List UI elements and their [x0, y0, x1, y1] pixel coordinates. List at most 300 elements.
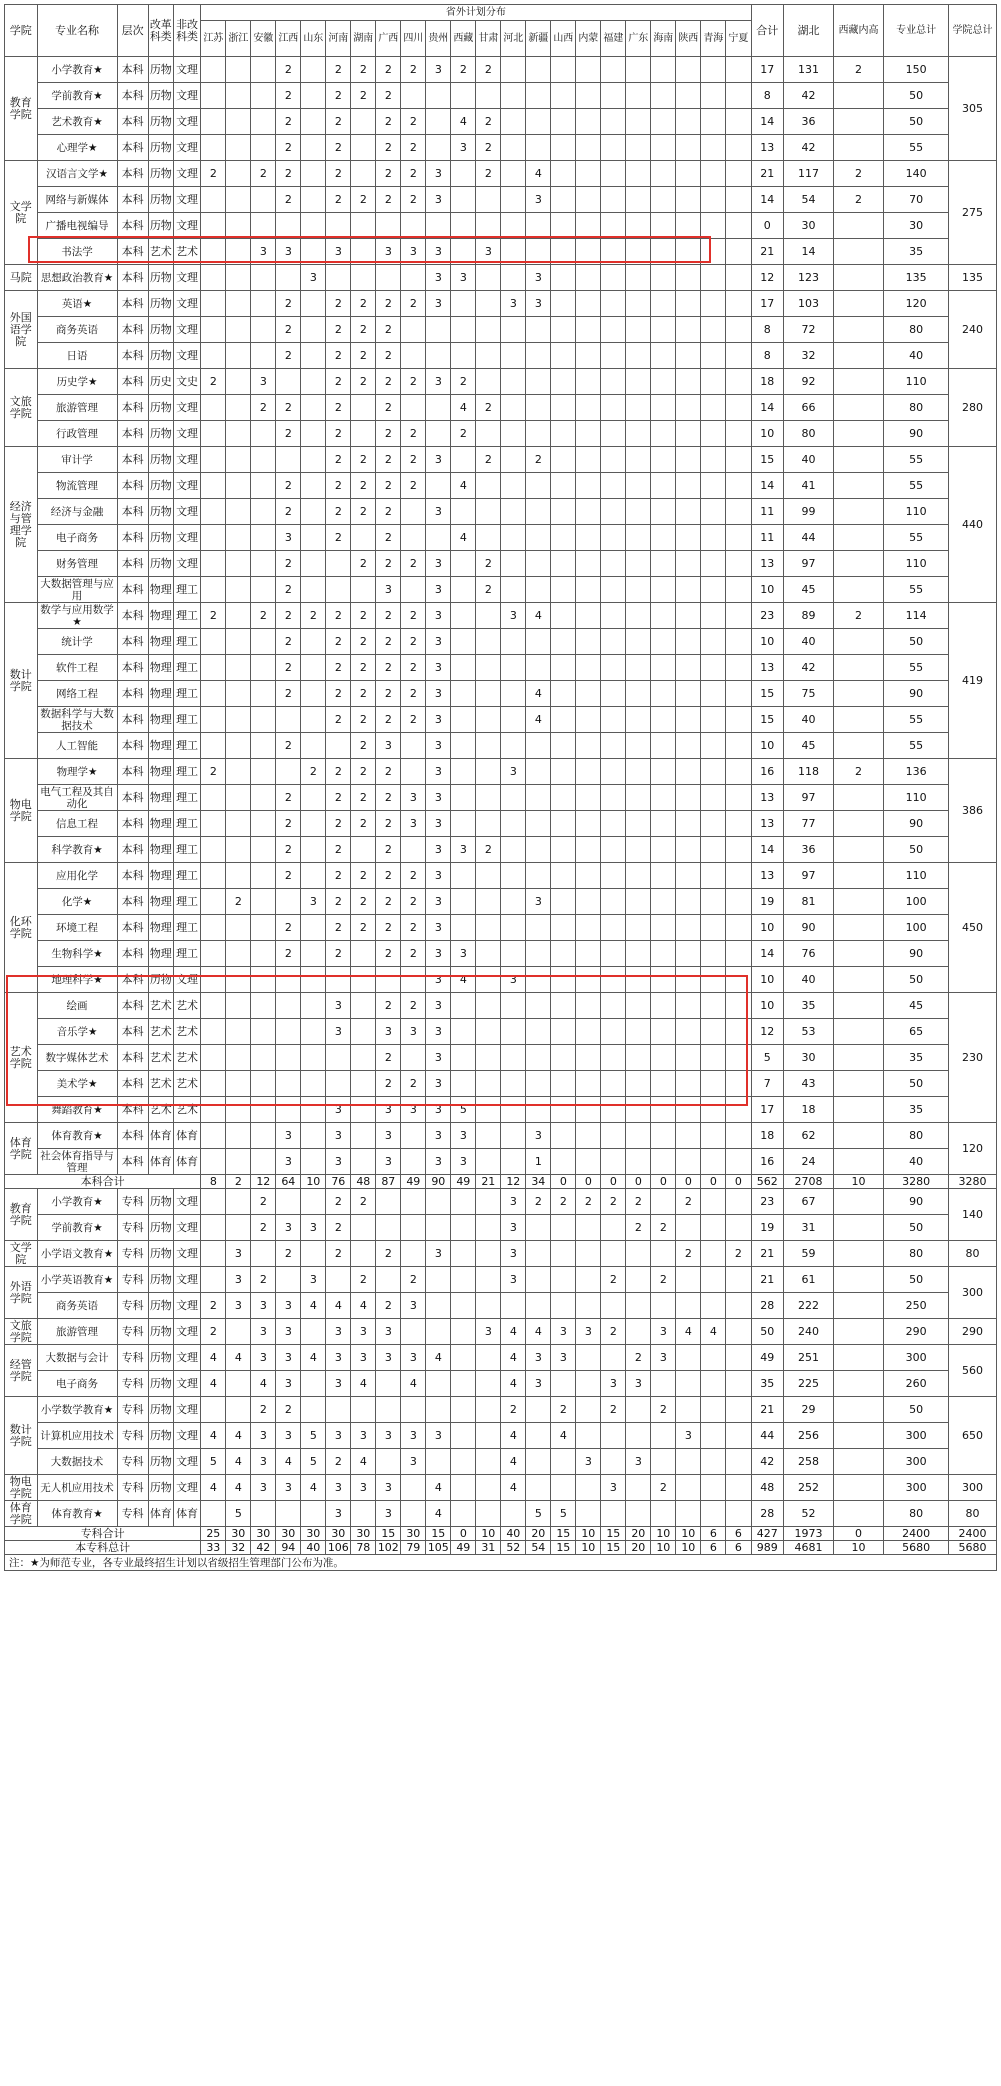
province-count: 20	[626, 1527, 651, 1541]
province-count	[476, 265, 501, 291]
province-count	[201, 993, 226, 1019]
province-count: 15	[601, 1541, 626, 1555]
province-count: 3	[451, 1149, 476, 1175]
province-count	[276, 1019, 301, 1045]
major-total-cell: 100	[884, 889, 949, 915]
province-count: 2	[326, 811, 351, 837]
hubei-cell: 52	[784, 1501, 834, 1527]
province-count: 15	[551, 1527, 576, 1541]
college-total-cell: 3280	[949, 1175, 997, 1189]
col-header-province: 陕西	[676, 21, 701, 57]
reform-cell: 物理	[148, 811, 173, 837]
hubei-cell: 29	[784, 1397, 834, 1423]
province-count	[201, 785, 226, 811]
province-count	[201, 1267, 226, 1293]
province-count	[651, 499, 676, 525]
province-count	[501, 707, 526, 733]
enrollment-plan-sheet	[4, 4, 997, 1571]
province-count	[226, 161, 251, 187]
col-header-tibet-hs: 西藏内高	[834, 5, 884, 57]
province-count: 3	[326, 1371, 351, 1397]
major-total-cell: 40	[884, 343, 949, 369]
province-count	[626, 499, 651, 525]
province-count: 2	[251, 1215, 276, 1241]
nonreform-cell: 文理	[173, 1423, 201, 1449]
province-count	[701, 265, 726, 291]
hubei-cell: 75	[784, 681, 834, 707]
province-count: 4	[426, 1475, 451, 1501]
college-cell: 外语学院	[5, 1267, 38, 1319]
nonreform-cell: 艺术	[173, 1071, 201, 1097]
province-count: 3	[326, 1097, 351, 1123]
province-count	[701, 109, 726, 135]
table-row	[5, 733, 997, 759]
province-count: 2	[526, 1189, 551, 1215]
province-count	[351, 213, 376, 239]
province-count	[501, 655, 526, 681]
province-count	[601, 421, 626, 447]
province-count	[726, 1019, 751, 1045]
province-count	[726, 421, 751, 447]
subtotal-cell: 10	[751, 421, 784, 447]
province-count: 105	[427, 1540, 449, 1554]
province-count	[326, 1267, 351, 1293]
province-count	[401, 1501, 426, 1527]
major-name: 财务管理	[37, 551, 117, 577]
tibet-hs-cell	[834, 239, 884, 265]
province-count	[476, 343, 501, 369]
province-count	[526, 1267, 551, 1293]
province-count	[426, 83, 451, 109]
province-count	[576, 837, 601, 863]
province-count	[276, 1071, 301, 1097]
zhuanke-total-row	[5, 1527, 997, 1541]
province-count	[726, 1215, 751, 1241]
province-count	[701, 603, 726, 629]
province-count: 2	[601, 1397, 626, 1423]
province-count	[501, 499, 526, 525]
province-count	[351, 109, 376, 135]
province-count	[726, 707, 751, 733]
province-count	[351, 1045, 376, 1071]
province-count	[226, 759, 251, 785]
province-count: 2	[726, 1241, 751, 1267]
province-count	[726, 1319, 751, 1345]
province-count	[501, 889, 526, 915]
province-count	[626, 629, 651, 655]
province-count	[551, 785, 576, 811]
province-count	[276, 1189, 301, 1215]
province-count	[701, 1345, 726, 1371]
province-count: 2	[351, 681, 376, 707]
province-count: 2	[376, 889, 401, 915]
subtotal-cell: 13	[751, 863, 784, 889]
hubei-cell: 62	[784, 1123, 834, 1149]
province-count: 3	[326, 1319, 351, 1345]
province-count	[501, 395, 526, 421]
province-count: 0	[601, 1175, 626, 1189]
province-count: 4	[201, 1423, 226, 1449]
province-count	[576, 915, 601, 941]
province-count: 3	[251, 239, 276, 265]
province-count	[651, 395, 676, 421]
province-count	[626, 473, 651, 499]
province-count: 3	[426, 681, 451, 707]
college-total-cell: 135	[949, 265, 997, 291]
hubei-cell: 31	[784, 1215, 834, 1241]
province-count	[451, 785, 476, 811]
province-count	[251, 811, 276, 837]
major-total-cell: 80	[884, 1501, 949, 1527]
subtotal-cell: 23	[751, 1189, 784, 1215]
province-count	[551, 733, 576, 759]
province-count	[476, 1267, 501, 1293]
level-cell: 本科	[117, 889, 148, 915]
province-count: 2	[301, 603, 326, 629]
province-count: 3	[301, 1215, 326, 1241]
province-count	[251, 213, 276, 239]
major-total-cell: 3280	[884, 1175, 949, 1189]
province-count	[726, 551, 751, 577]
province-count: 3	[451, 837, 476, 863]
province-count: 2	[351, 369, 376, 395]
province-count	[226, 109, 251, 135]
province-count	[701, 1123, 726, 1149]
col-header-province: 河南	[326, 21, 351, 57]
level-cell: 本科	[117, 811, 148, 837]
level-cell: 本科	[117, 915, 148, 941]
major-total-cell: 80	[884, 1241, 949, 1267]
subtotal-cell: 8	[751, 317, 784, 343]
province-count	[601, 1423, 626, 1449]
province-count	[201, 395, 226, 421]
province-count	[301, 525, 326, 551]
reform-cell: 历物	[148, 1267, 173, 1293]
tibet-hs-cell: 2	[834, 57, 884, 83]
province-count: 2	[651, 1475, 676, 1501]
reform-cell: 历物	[148, 213, 173, 239]
province-count: 2	[401, 447, 426, 473]
province-count: 2	[401, 993, 426, 1019]
province-count: 2	[376, 811, 401, 837]
province-count	[551, 473, 576, 499]
province-count	[226, 629, 251, 655]
col-header-province: 青海	[701, 21, 726, 57]
province-count	[601, 109, 626, 135]
hubei-cell: 225	[784, 1371, 834, 1397]
province-count	[401, 577, 426, 603]
province-count: 3	[376, 1475, 401, 1501]
province-count	[676, 1371, 701, 1397]
province-count: 2	[276, 109, 301, 135]
level-cell: 专科	[117, 1319, 148, 1345]
province-count	[576, 863, 601, 889]
province-count	[551, 577, 576, 603]
level-cell: 专科	[117, 1189, 148, 1215]
province-count	[401, 1319, 426, 1345]
major-total-cell: 110	[884, 551, 949, 577]
table-row	[5, 239, 997, 265]
province-count	[726, 1071, 751, 1097]
province-count: 2	[326, 863, 351, 889]
province-count	[501, 187, 526, 213]
hubei-cell: 77	[784, 811, 834, 837]
province-count: 10	[651, 1541, 676, 1555]
subtotal-cell: 11	[751, 525, 784, 551]
province-count: 2	[401, 1071, 426, 1097]
college-cell: 马院	[5, 265, 38, 291]
province-count	[376, 213, 401, 239]
level-cell: 本科	[117, 1019, 148, 1045]
province-count	[301, 681, 326, 707]
province-count	[201, 811, 226, 837]
province-count	[701, 1149, 726, 1175]
province-count	[476, 629, 501, 655]
province-count	[726, 57, 751, 83]
table-row	[5, 499, 997, 525]
grand-total-row	[5, 1541, 997, 1555]
province-count: 3	[426, 1241, 451, 1267]
major-total-cell: 90	[884, 811, 949, 837]
table-row	[5, 187, 997, 213]
college-total-cell: 2400	[949, 1527, 997, 1541]
major-name: 大数据与会计	[37, 1345, 117, 1371]
tibet-hs-cell	[834, 213, 884, 239]
subtotal-cell: 14	[751, 187, 784, 213]
province-count: 8	[201, 1175, 226, 1189]
province-count	[451, 811, 476, 837]
province-count: 3	[226, 1293, 251, 1319]
province-count	[726, 889, 751, 915]
nonreform-cell: 理工	[173, 759, 201, 785]
table-row	[5, 109, 997, 135]
major-total-cell: 300	[884, 1475, 949, 1501]
province-count: 21	[476, 1175, 501, 1189]
level-cell: 本科	[117, 863, 148, 889]
province-count	[576, 629, 601, 655]
province-count	[451, 681, 476, 707]
province-count	[526, 499, 551, 525]
province-count	[426, 1293, 451, 1319]
major-total-cell: 35	[884, 1097, 949, 1123]
major-name: 经济与金融	[37, 499, 117, 525]
reform-cell: 历物	[148, 187, 173, 213]
province-count	[651, 447, 676, 473]
province-count: 2	[351, 863, 376, 889]
province-count: 3	[326, 239, 351, 265]
province-count	[551, 187, 576, 213]
subtotal-cell: 10	[751, 629, 784, 655]
province-count	[651, 213, 676, 239]
college-cell: 经济与管理学院	[5, 447, 38, 603]
hubei-cell: 41	[784, 473, 834, 499]
province-count	[201, 135, 226, 161]
province-count	[251, 837, 276, 863]
hubei-cell: 97	[784, 551, 834, 577]
province-count: 0	[626, 1175, 651, 1189]
nonreform-cell: 理工	[173, 707, 201, 733]
province-count	[551, 1215, 576, 1241]
province-count	[301, 863, 326, 889]
hubei-cell: 97	[784, 785, 834, 811]
tibet-hs-cell	[834, 915, 884, 941]
province-count: 3	[626, 1371, 651, 1397]
province-count	[626, 447, 651, 473]
province-count	[201, 577, 226, 603]
reform-cell: 艺术	[148, 239, 173, 265]
province-count	[676, 1071, 701, 1097]
province-count	[576, 655, 601, 681]
hubei-cell: 40	[784, 629, 834, 655]
province-count	[226, 447, 251, 473]
province-count	[226, 421, 251, 447]
province-count: 3	[451, 135, 476, 161]
subtotal-cell: 14	[751, 941, 784, 967]
province-count	[551, 967, 576, 993]
major-name: 小学英语教育★	[37, 1267, 117, 1293]
province-count	[551, 1097, 576, 1123]
province-count	[451, 1045, 476, 1071]
province-count: 4	[526, 707, 551, 733]
reform-cell: 历物	[148, 551, 173, 577]
province-count	[601, 291, 626, 317]
province-count	[701, 369, 726, 395]
province-count	[626, 655, 651, 681]
province-count	[451, 1319, 476, 1345]
reform-cell: 历物	[148, 1423, 173, 1449]
province-count: 2	[476, 447, 501, 473]
province-count: 42	[251, 1541, 276, 1555]
province-count: 12	[501, 1175, 526, 1189]
province-count	[576, 1397, 601, 1423]
table-row	[5, 707, 997, 733]
province-count	[726, 837, 751, 863]
province-count: 15	[551, 1541, 576, 1555]
province-count	[251, 1241, 276, 1267]
major-name: 商务英语	[37, 1293, 117, 1319]
nonreform-cell: 文理	[173, 525, 201, 551]
province-count: 3	[451, 941, 476, 967]
major-total-cell: 110	[884, 785, 949, 811]
province-count	[551, 603, 576, 629]
table-row	[5, 213, 997, 239]
province-count: 3	[301, 265, 326, 291]
table-row	[5, 889, 997, 915]
nonreform-cell: 文理	[173, 343, 201, 369]
province-count	[476, 733, 501, 759]
province-count	[551, 1293, 576, 1319]
province-count	[301, 1371, 326, 1397]
province-count	[351, 1397, 376, 1423]
major-total-cell: 50	[884, 837, 949, 863]
province-count	[201, 265, 226, 291]
province-count	[251, 135, 276, 161]
province-count	[551, 759, 576, 785]
province-count: 4	[301, 1475, 326, 1501]
province-count	[576, 941, 601, 967]
province-count	[526, 837, 551, 863]
province-count: 4	[351, 1293, 376, 1319]
province-count	[626, 57, 651, 83]
province-count	[726, 109, 751, 135]
major-name: 商务英语	[37, 317, 117, 343]
hubei-cell: 45	[784, 577, 834, 603]
province-count	[676, 941, 701, 967]
province-count	[526, 57, 551, 83]
reform-cell: 历物	[148, 1293, 173, 1319]
province-count	[676, 343, 701, 369]
province-count	[626, 1293, 651, 1319]
province-count: 3	[426, 915, 451, 941]
province-count	[701, 1501, 726, 1527]
province-count	[701, 1045, 726, 1071]
province-count: 2	[376, 863, 401, 889]
province-count: 3	[501, 1267, 526, 1293]
reform-cell: 艺术	[148, 993, 173, 1019]
province-count: 2	[276, 603, 301, 629]
tibet-hs-cell	[834, 1123, 884, 1149]
province-count	[226, 967, 251, 993]
table-row	[5, 1071, 997, 1097]
province-count: 3	[426, 291, 451, 317]
province-count	[401, 733, 426, 759]
province-count	[476, 499, 501, 525]
province-count: 2	[476, 57, 501, 83]
province-count	[676, 1345, 701, 1371]
province-count	[301, 1019, 326, 1045]
province-count	[576, 395, 601, 421]
province-count	[676, 603, 701, 629]
province-count	[251, 1501, 276, 1527]
hubei-cell: 123	[784, 265, 834, 291]
reform-cell: 物理	[148, 785, 173, 811]
province-count	[201, 187, 226, 213]
hubei-cell: 99	[784, 499, 834, 525]
province-count	[276, 707, 301, 733]
province-count	[551, 941, 576, 967]
province-count: 2	[376, 369, 401, 395]
table-row	[5, 369, 997, 395]
subtotal-cell: 18	[751, 369, 784, 395]
level-cell: 本科	[117, 707, 148, 733]
province-count	[426, 213, 451, 239]
province-count	[676, 317, 701, 343]
table-row	[5, 967, 997, 993]
province-count	[651, 1241, 676, 1267]
level-cell: 本科	[117, 785, 148, 811]
province-count: 4	[526, 603, 551, 629]
province-count	[351, 239, 376, 265]
province-count	[476, 1449, 501, 1475]
province-count	[501, 447, 526, 473]
province-count	[676, 1501, 701, 1527]
province-count: 4	[551, 1423, 576, 1449]
province-count	[726, 1371, 751, 1397]
major-name: 绘画	[37, 993, 117, 1019]
province-count	[226, 369, 251, 395]
province-count	[676, 187, 701, 213]
province-count: 6	[701, 1541, 726, 1555]
province-count	[576, 499, 601, 525]
province-count	[351, 525, 376, 551]
province-count: 2	[276, 915, 301, 941]
province-count	[676, 551, 701, 577]
province-count: 2	[326, 655, 351, 681]
province-count	[526, 759, 551, 785]
province-count	[501, 915, 526, 941]
province-count: 2	[601, 1267, 626, 1293]
province-count: 2	[376, 681, 401, 707]
